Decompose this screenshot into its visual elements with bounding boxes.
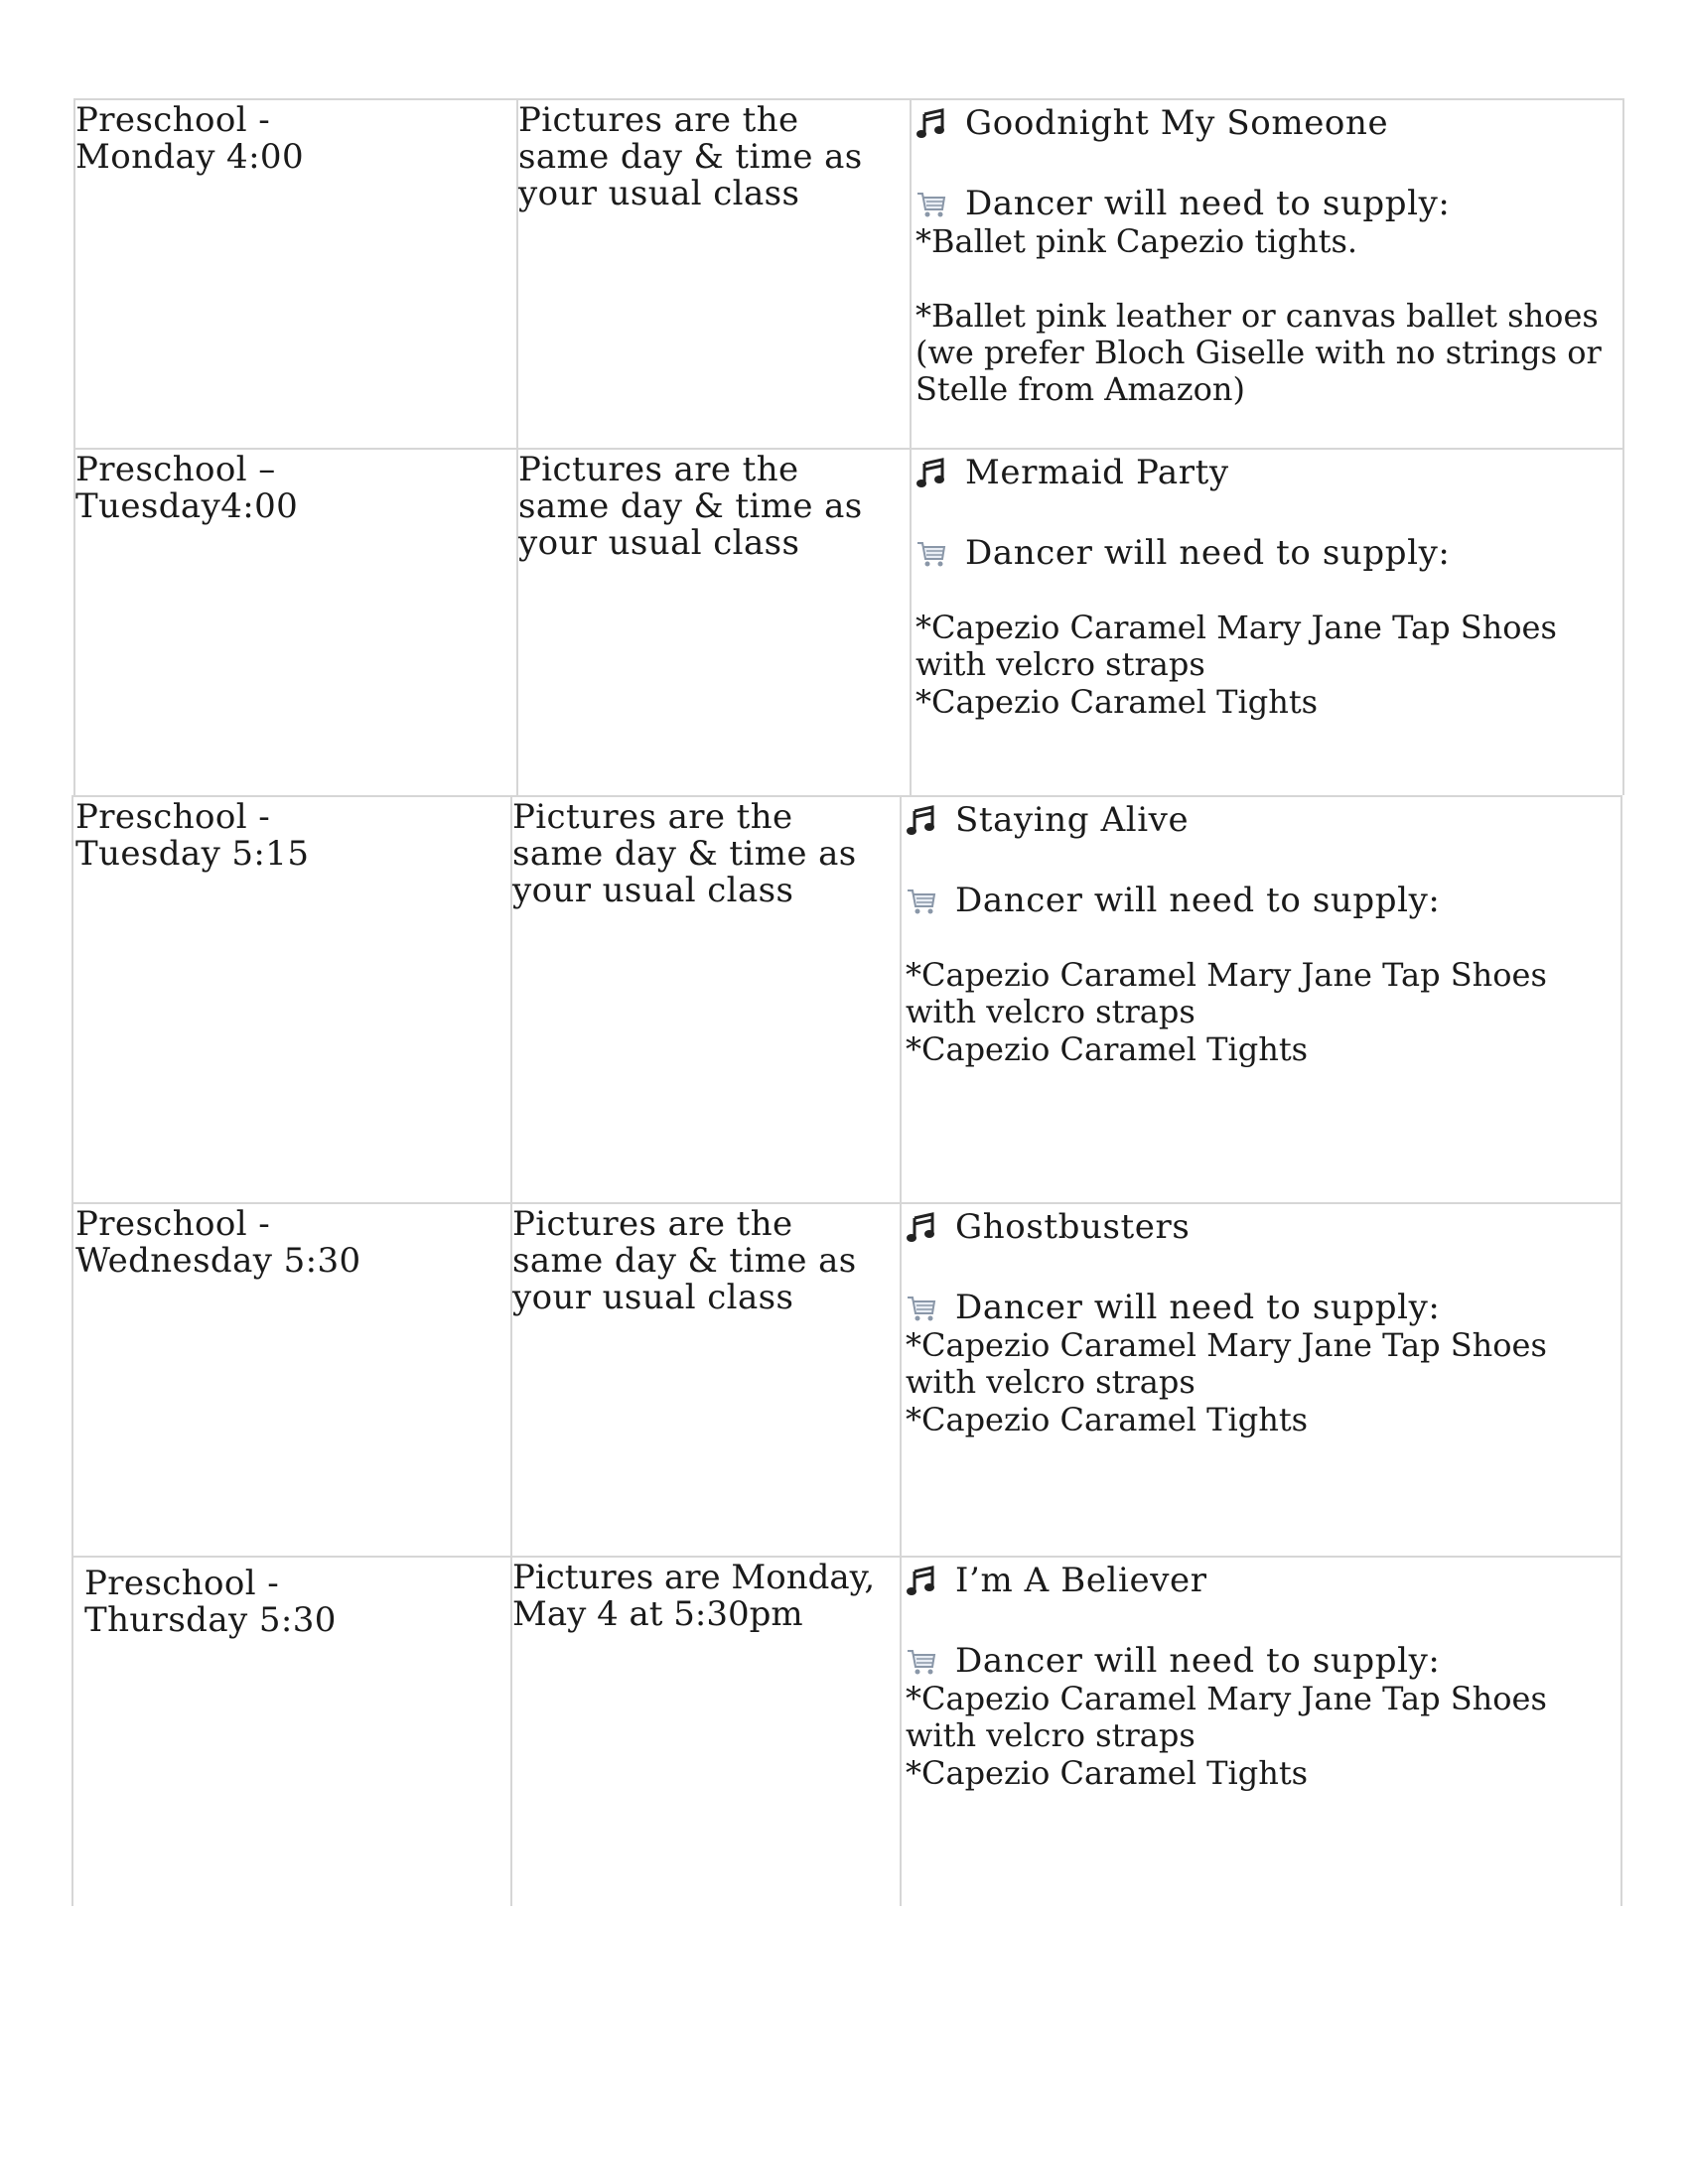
supply-item: with velcro straps [906,1716,1196,1754]
song-title: I’m A Believer [955,1561,1207,1600]
supply-item: *Ballet pink Capezio tights. [915,222,1358,260]
supply-item: (we prefer Bloch Giselle with no strings or [915,334,1602,371]
shopping-cart-icon [915,538,947,570]
pictures-line: Pictures are the [512,797,793,837]
pictures-line: your usual class [518,523,800,563]
supply-item: with velcro straps [906,993,1196,1030]
class-name-line: Monday 4:00 [75,137,304,177]
class-name-line: Preschool - [75,100,271,140]
supply-item: *Capezio Caramel Tights [915,683,1319,721]
class-name-line: Wednesday 5:30 [75,1241,361,1281]
pictures-line: Pictures are the [518,100,799,140]
shopping-cart-icon [906,886,937,917]
pictures-line: same day & time as [512,1241,857,1281]
class-name-line: Thursday 5:30 [84,1600,337,1640]
music-notes-icon [906,1566,937,1597]
routine-cell [900,1204,1620,1556]
supply-item: *Capezio Caramel Tights [906,1030,1309,1068]
pictures-cell [516,450,910,795]
music-notes-icon [915,458,947,489]
supply-item: *Capezio Caramel Mary Jane Tap Shoes [906,1680,1547,1717]
supply-heading: Dancer will need to supply: [955,881,1441,920]
supply-item: *Capezio Caramel Tights [906,1401,1309,1438]
table-row [71,1556,1622,1906]
supply-heading: Dancer will need to supply: [955,1288,1441,1327]
class-name-line: Preschool - [75,797,271,837]
song-title: Mermaid Party [965,453,1229,492]
song-title: Staying Alive [955,800,1190,840]
pictures-line: Pictures are Monday, [512,1558,876,1597]
table-row [71,1202,1622,1556]
supply-item: with velcro straps [906,1363,1196,1401]
supply-item: *Ballet pink leather or canvas ballet shoes [915,297,1599,335]
supply-item: *Capezio Caramel Mary Jane Tap Shoes [915,609,1557,646]
supply-heading: Dancer will need to supply: [965,533,1451,573]
supply-item: Stelle from Amazon) [915,370,1245,408]
pictures-line: your usual class [512,871,794,910]
pictures-line: your usual class [512,1278,794,1317]
table-row [73,98,1624,448]
pictures-line: same day & time as [518,486,863,526]
supply-item: with velcro straps [915,645,1205,683]
class-name-line: Preschool – [75,450,276,489]
shopping-cart-icon [906,1646,937,1678]
class-name-line: Preschool - [84,1564,280,1603]
routine-cell [900,1558,1620,1906]
class-cell [75,100,516,448]
pictures-line: same day & time as [512,834,857,874]
class-name-line: Preschool - [75,1204,271,1244]
music-notes-icon [915,108,947,140]
music-notes-icon [906,1212,937,1244]
supply-item: *Capezio Caramel Tights [906,1754,1309,1792]
pictures-cell [510,1558,900,1906]
class-cell [73,1558,510,1906]
pictures-line: Pictures are the [518,450,799,489]
table-row [73,448,1624,795]
shopping-cart-icon [915,189,947,220]
routine-cell [910,100,1622,448]
routine-cell [900,797,1620,1202]
pictures-line: May 4 at 5:30pm [512,1594,803,1634]
class-name-line: Tuesday4:00 [75,486,299,526]
pictures-cell [510,797,900,1202]
class-cell [75,450,516,795]
music-notes-icon [906,805,937,837]
class-name-line: Tuesday 5:15 [75,834,310,874]
table-row [71,795,1622,1202]
song-title: Goodnight My Someone [965,103,1389,143]
pictures-line: your usual class [518,174,800,213]
pictures-line: Pictures are the [512,1204,793,1244]
routine-cell [910,450,1622,795]
pictures-cell [510,1204,900,1556]
supply-item: *Capezio Caramel Mary Jane Tap Shoes [906,1326,1547,1364]
song-title: Ghostbusters [955,1207,1191,1247]
pictures-line: same day & time as [518,137,863,177]
supply-heading: Dancer will need to supply: [965,184,1451,223]
shopping-cart-icon [906,1293,937,1324]
class-cell [73,1204,510,1556]
pictures-cell [516,100,910,448]
supply-heading: Dancer will need to supply: [955,1641,1441,1681]
supply-item: *Capezio Caramel Mary Jane Tap Shoes [906,956,1547,994]
class-cell [73,797,510,1202]
